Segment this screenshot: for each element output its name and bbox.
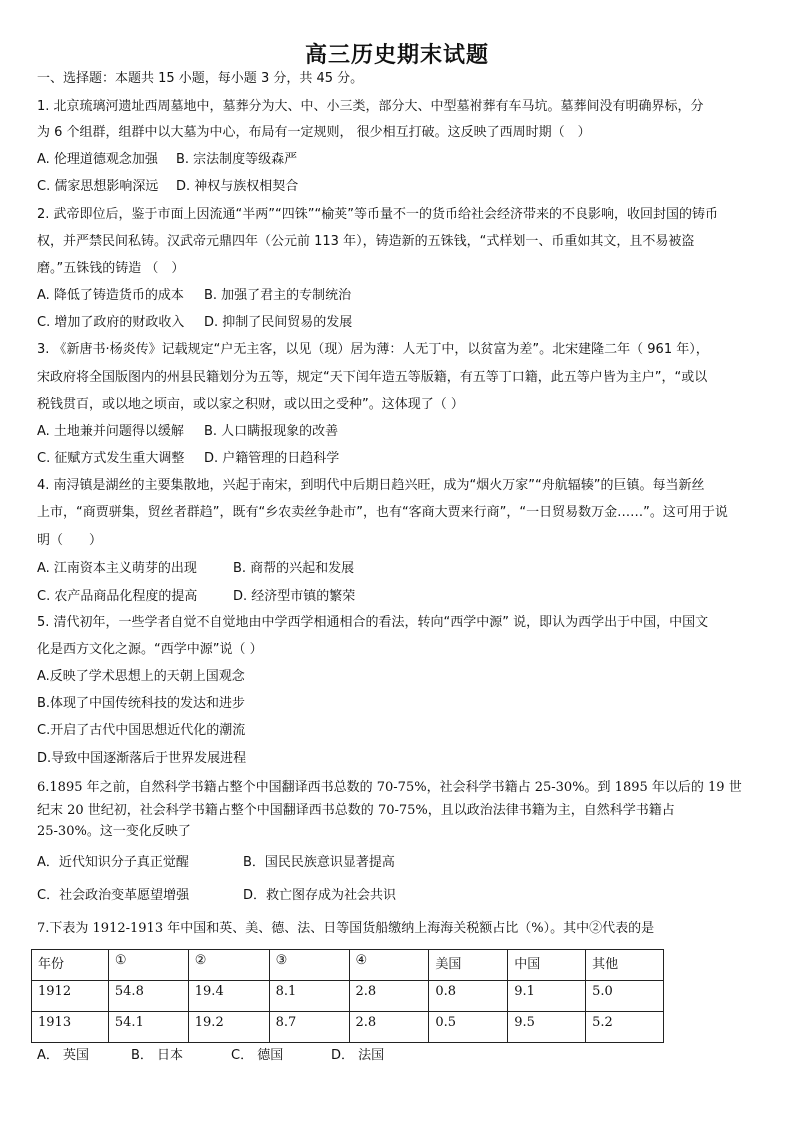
question-4-option-c: C. 农产品商品化程度的提高	[37, 589, 198, 604]
table-cell: 2.8	[349, 1012, 429, 1043]
table-header-cell: ①	[108, 950, 188, 981]
question-1-option-b: B. 宗法制度等级森严	[176, 152, 298, 167]
question-2-option-d: D. 抑制了民间贸易的发展	[204, 315, 353, 330]
question-2-line-1: 2. 武帝即位后，鉴于市面上因流通“半两”“四铢”“榆荚”等币量不一的货币给社会经济带来的不良影响，收回封国的铸币	[37, 207, 718, 222]
table-cell: 19.2	[188, 1012, 269, 1043]
question-5-option-b: B.体现了中国传统科技的发达和进步	[37, 696, 246, 711]
question-5-line-2: 化是西方文化之源。“西学中源”说（ ）	[37, 642, 263, 657]
question-6-line-1: 6.1895 年之前，自然科学书籍占整个中国翻译西书总数的 70-75%，社会科学书籍占 25-30%。到 1895 年以后的 19 世	[37, 780, 742, 795]
table-header-row	[32, 950, 664, 981]
question-7-option-b: B． 日本	[131, 1048, 184, 1063]
question-2-line-2: 权，并严禁民间私铸。汉武帝元鼎四年（公元前 113 年），铸造新的五铢钱，“式样划一、币重如其文，且不易被盗	[37, 234, 695, 249]
table-header-cell: 美国	[429, 950, 508, 981]
exam-title: 高三历史期末试题	[304, 43, 489, 68]
table-cell: 1912	[32, 981, 109, 1012]
question-4-line-3: 明（ ）	[37, 533, 103, 548]
question-6-option-d: D．救亡图存成为社会共识	[243, 888, 397, 903]
table-cell: 0.5	[429, 1012, 508, 1043]
table-row	[32, 981, 664, 1012]
question-3-option-a: A. 土地兼并问题得以缓解	[37, 424, 184, 439]
question-3-option-d: D. 户籍管理的日趋科学	[204, 451, 340, 466]
question-2-option-b: B. 加强了君主的专制统治	[204, 288, 352, 303]
question-6-option-b: B．国民民族意识显著提高	[243, 855, 395, 870]
table-header-cell: ④	[349, 950, 429, 981]
question-7-option-c: C． 德国	[231, 1048, 284, 1063]
table-cell: 5.2	[586, 1012, 664, 1043]
question-3-option-b: B. 人口瞒报现象的改善	[204, 424, 339, 439]
table-cell: 5.0	[586, 981, 664, 1012]
question-4-option-a: A. 江南资本主义萌芽的出现	[37, 561, 197, 576]
question-1-option-a: A. 伦理道德观念加强	[37, 152, 158, 167]
table-cell: 54.8	[108, 981, 188, 1012]
question-6-line-2: 纪末 20 世纪初，社会科学书籍占整个中国翻译西书总数的 70-75%，且以政治法律书籍为主，自然科学书籍占	[37, 803, 675, 818]
question-4-option-d: D. 经济型市镇的繁荣	[233, 589, 356, 604]
question-2-option-a: A. 降低了铸造货币的成本	[37, 288, 184, 303]
question-1-line-1: 1. 北京琉璃河遗址西周墓地中，墓葬分为大、中、小三类，部分大、中型墓祔葬有车马坑。墓葬间没有明确界标，分	[37, 99, 704, 114]
table-header-cell: ③	[269, 950, 349, 981]
question-6-option-a: A．近代知识分子真正觉醒	[37, 855, 189, 870]
table-header-cell: ②	[188, 950, 269, 981]
question-6-line-3: 25-30%。这一变化反映了	[37, 824, 191, 839]
question-2-option-c: C. 增加了政府的财政收入	[37, 315, 185, 330]
question-1-option-d: D. 神权与族权相契合	[176, 179, 299, 194]
table-row	[32, 1012, 664, 1043]
question-5-option-d: D.导致中国逐渐落后于世界发展进程	[37, 751, 247, 766]
question-2-line-3: 磨。”五铢钱的铸造 （ ）	[37, 261, 185, 276]
question-7-option-a: A． 英国	[37, 1048, 90, 1063]
table-cell: 8.7	[269, 1012, 349, 1043]
table-cell: 1913	[32, 1012, 109, 1043]
question-7-option-d: D． 法国	[331, 1048, 385, 1063]
section-header: 一、选择题：本题共 15 小题，每小题 3 分，共 45 分。	[37, 71, 364, 86]
question-4-option-b: B. 商帮的兴起和发展	[233, 561, 355, 576]
tax-share-table	[31, 949, 664, 1043]
question-3-line-2: 宋政府将全国版图内的州县民籍划分为五等，规定“天下闰年造五等版籍，有五等丁口籍，此五等户皆为主户”，“或以	[37, 370, 708, 385]
question-3-line-3: 税钱贯百，或以地之顷亩，或以家之积财，或以田之受种”。这体现了（ ）	[37, 397, 464, 412]
table-cell: 9.5	[508, 1012, 586, 1043]
table-header-cell: 年份	[32, 950, 109, 981]
question-1-line-2: 为 6 个组群，组群中以大墓为中心，布局有一定规则， 很少相互打破。这反映了西周时期（ ）	[37, 125, 591, 140]
table-cell: 2.8	[349, 981, 429, 1012]
table-cell: 8.1	[269, 981, 349, 1012]
table-cell: 19.4	[188, 981, 269, 1012]
question-3-option-c: C. 征赋方式发生重大调整	[37, 451, 185, 466]
question-5-option-c: C.开启了古代中国思想近代化的潮流	[37, 723, 246, 738]
question-5-line-1: 5. 清代初年，一些学者自觉不自觉地由中学西学相通相合的看法，转向“西学中源” 说，即认为西学出于中国，中国文	[37, 615, 709, 630]
question-4-line-2: 上市，“商贾骈集，贸丝者群趋”，既有“乡农卖丝争赴市”，也有“客商大贾来行商”，“一日贸易数万金……”。这可用于说	[37, 505, 728, 520]
question-5-option-a: A.反映了学术思想上的天朝上国观念	[37, 669, 245, 684]
table-cell: 0.8	[429, 981, 508, 1012]
table-cell: 54.1	[108, 1012, 188, 1043]
question-6-option-c: C．社会政治变革愿望增强	[37, 888, 190, 903]
table-header-cell: 其他	[586, 950, 664, 981]
table-header-cell: 中国	[508, 950, 586, 981]
question-3-line-1: 3. 《新唐书·杨炎传》记载规定“户无主客，以见（现）居为薄：人无丁中，以贫富为差”。北宋建隆二年（ 961 年），	[37, 342, 709, 357]
question-1-option-c: C. 儒家思想影响深远	[37, 179, 159, 194]
question-4-line-1: 4. 南浔镇是湖丝的主要集散地，兴起于南宋，到明代中后期日趋兴旺，成为“烟火万家”“舟航辐辏”的巨镇。每当新丝	[37, 478, 705, 493]
question-7-stem: 7.下表为 1912-1913 年中国和英、美、德、法、日等国货船缴纳上海海关税额占比（%）。其中②代表的是	[37, 921, 655, 936]
table-cell: 9.1	[508, 981, 586, 1012]
